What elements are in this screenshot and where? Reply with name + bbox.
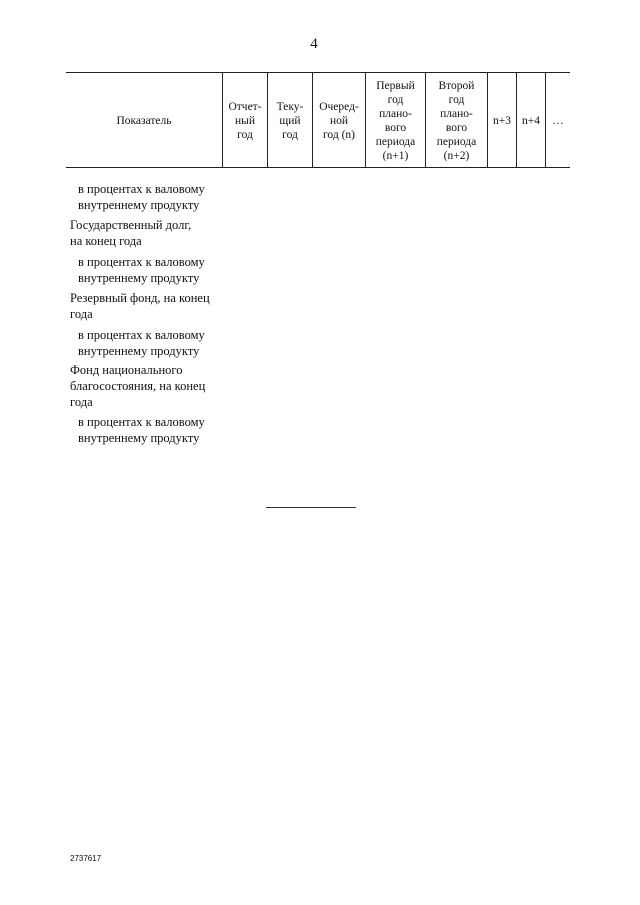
page-number: 4 <box>310 36 318 52</box>
row-gdp-share-2: в процентах к валовому внутреннему продукту <box>78 255 205 285</box>
row-reserve-fund: Резервный фонд, на конец года <box>70 291 210 321</box>
header-first-planning-year: Первый год плано- вого периода (n+1) <box>365 73 425 168</box>
header-n-plus-4: n+4 <box>516 73 545 168</box>
row-gdp-share-1: в процентах к валовому внутреннему продукту <box>78 182 205 212</box>
header-ellipsis: … <box>545 73 570 168</box>
row-national-wealth-fund: Фонд национального благосостояния, на конец года <box>70 363 206 409</box>
row-state-debt: Государственный долг, на конец года <box>70 218 192 248</box>
header-reporting-year: Отчет- ный год <box>222 73 267 168</box>
document-id: 2737617 <box>70 854 102 863</box>
row-gdp-share-3: в процентах к валовому внутреннему продукту <box>78 328 205 358</box>
header-next-year: Очеред- ной год (n) <box>312 73 365 168</box>
table-header <box>66 72 570 168</box>
header-n-plus-3: n+3 <box>487 73 516 168</box>
header-current-year: Теку- щий год <box>267 73 312 168</box>
header-second-planning-year: Второй год плано- вого периода (n+2) <box>425 73 487 168</box>
end-rule <box>266 507 356 508</box>
row-gdp-share-4: в процентах к валовому внутреннему продукту <box>78 415 205 445</box>
header-indicator: Показатель <box>116 114 172 127</box>
